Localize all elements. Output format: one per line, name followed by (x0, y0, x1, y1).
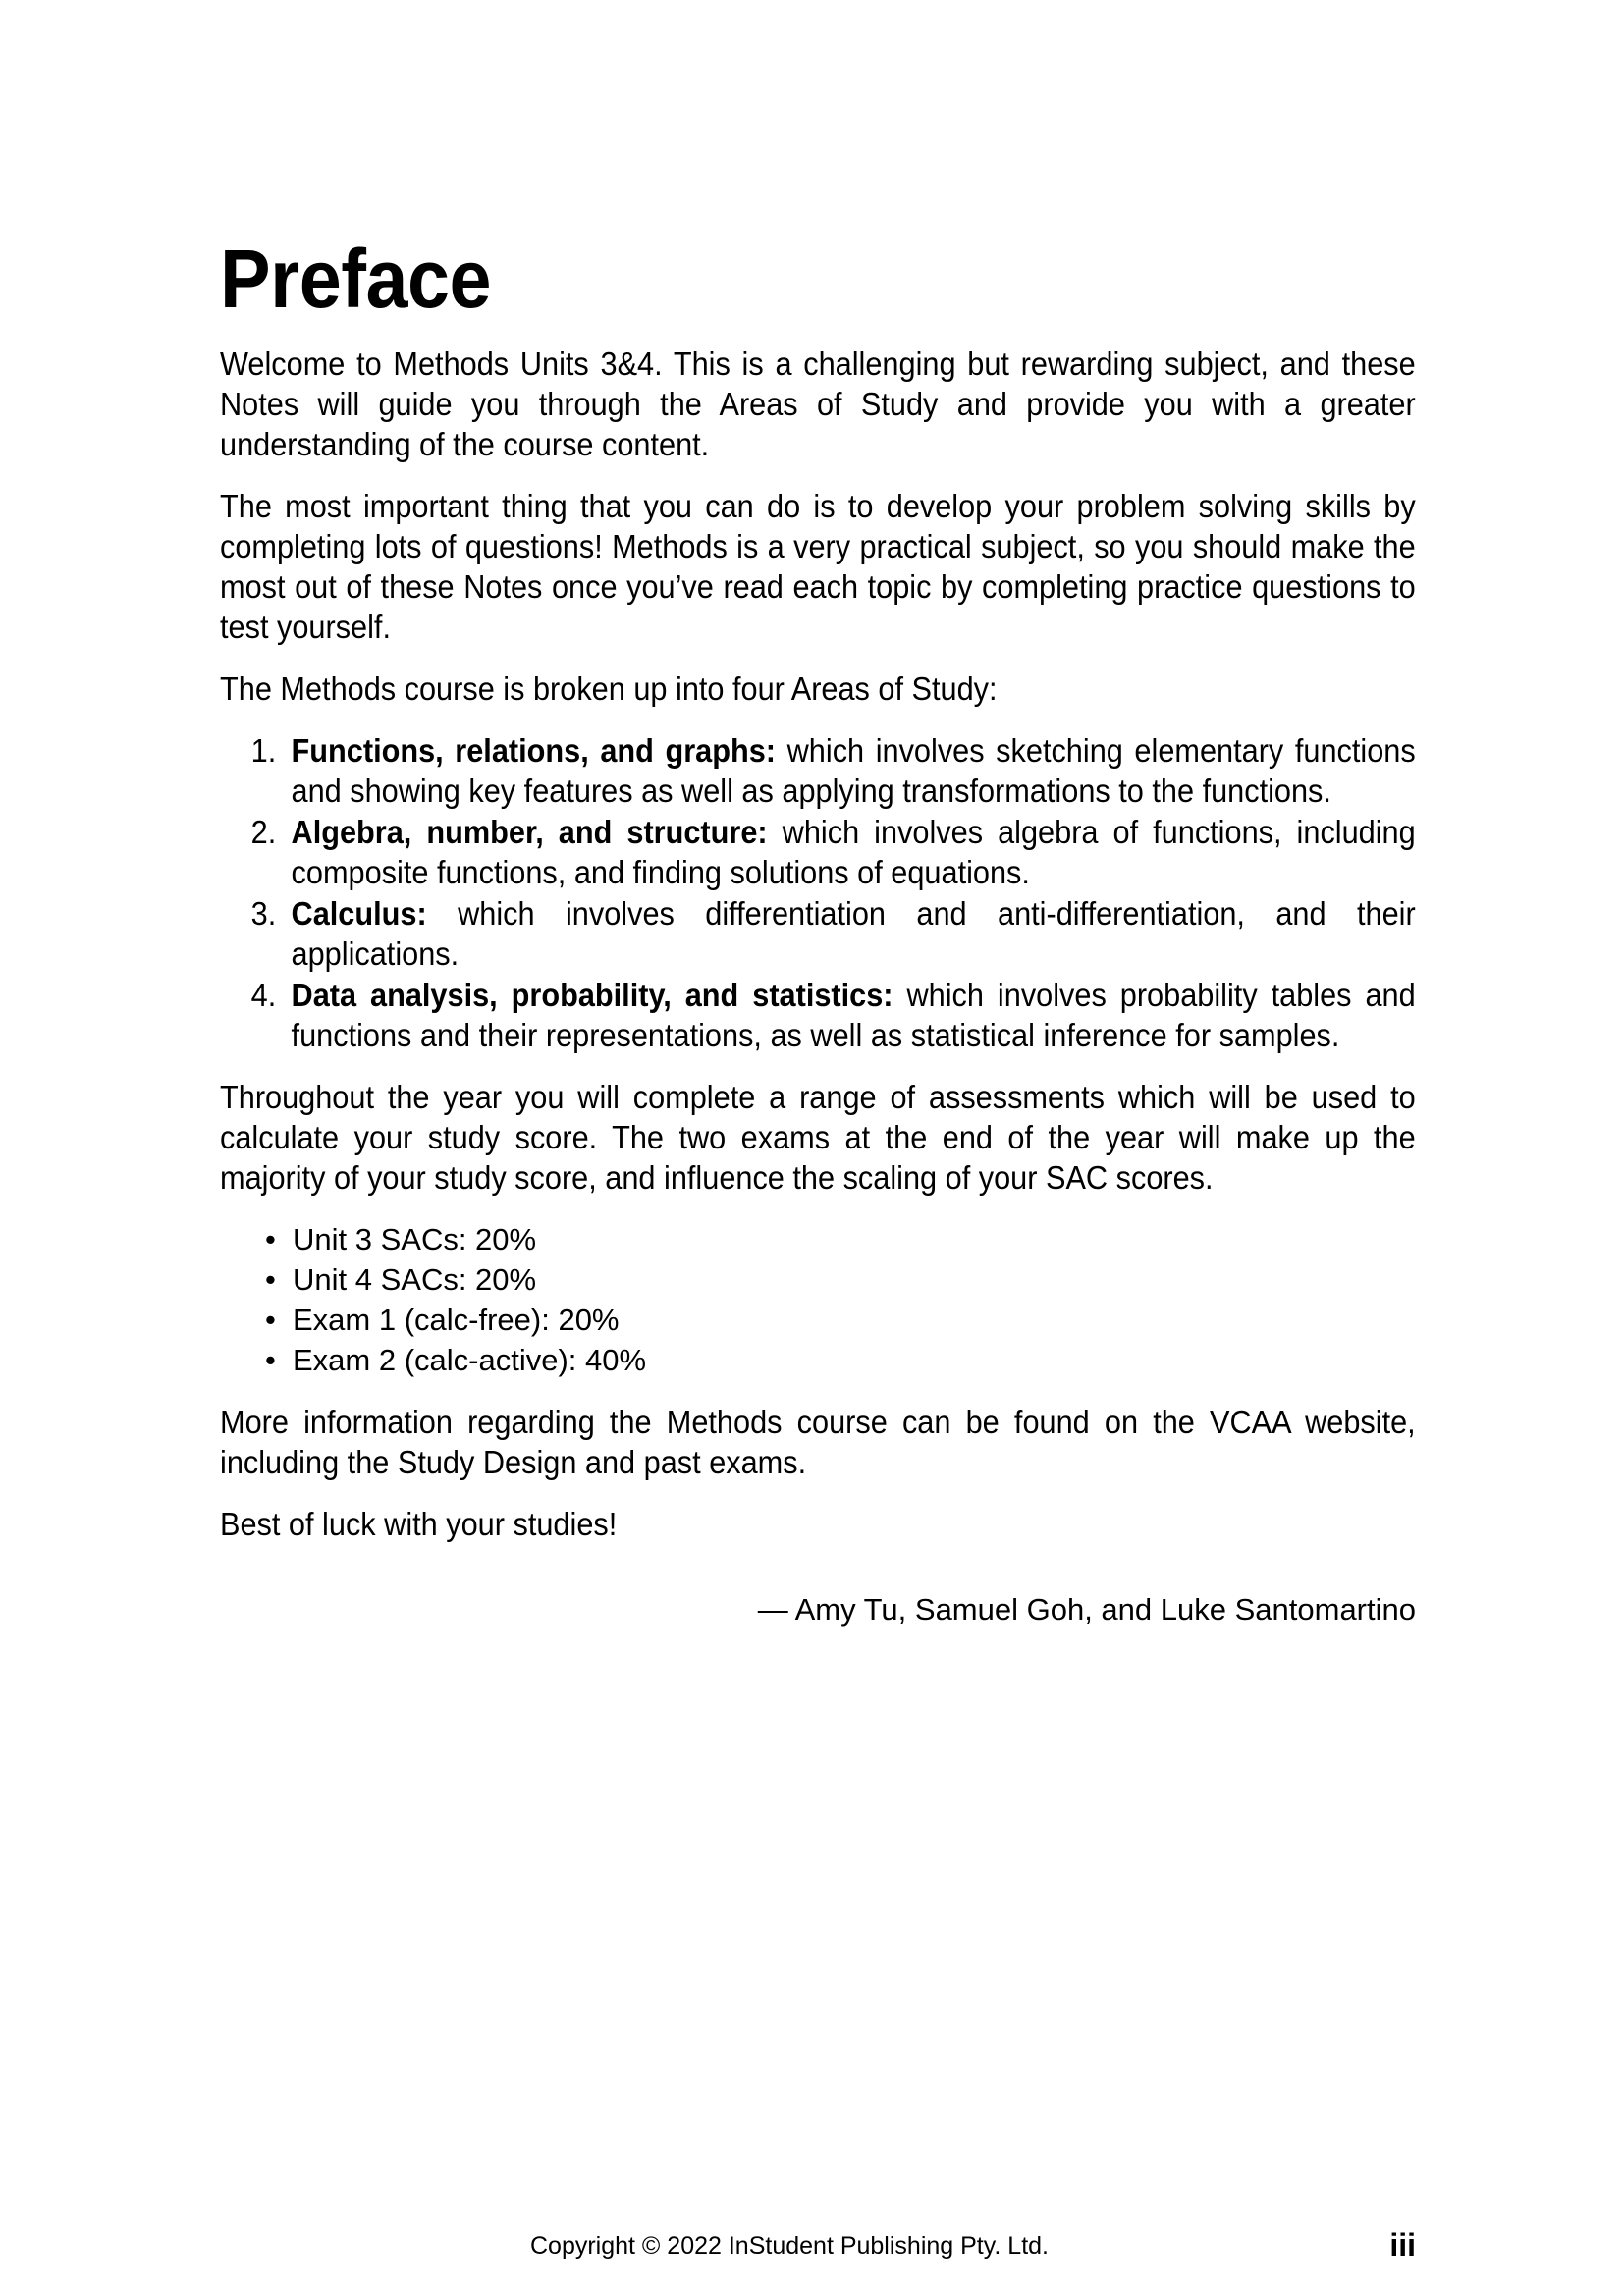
bullet-icon: • (265, 1343, 276, 1377)
intro-paragraph: Welcome to Methods Units 3&4. This is a challenging but rewarding subject, and these Notes will guide you through the Areas of Study and provide you with a greater understanding of the course content. (220, 346, 1416, 462)
page-number: iii (1389, 2227, 1416, 2263)
list-item-text: which involves algebra of functions, including composite functions, and finding solutions of equations. (291, 814, 1416, 890)
list-item (220, 1219, 1416, 1259)
list-item-label: Exam 1 (calc-free): 20% (293, 1303, 620, 1337)
list-item (220, 812, 1416, 892)
page-title: Preface (220, 233, 492, 325)
list-item-lead: Algebra, number, and structure: (291, 814, 768, 850)
list-item (220, 730, 1416, 811)
bullet-icon: • (265, 1262, 276, 1297)
list-item (220, 1300, 1416, 1340)
author-signature: — Amy Tu, Samuel Goh, and Luke Santomartino (757, 1592, 1416, 1627)
list-item (220, 975, 1416, 1055)
list-item-lead: Functions, relations, and graphs: (291, 732, 777, 769)
good-luck-paragraph: Best of luck with your studies! (220, 1506, 618, 1542)
list-item-number: 3. (250, 895, 277, 932)
list-item-label: Unit 3 SACs: 20% (293, 1222, 537, 1256)
page-footer (220, 2227, 1416, 2269)
practice-paragraph: The most important thing that you can do is to develop your problem solving skills by completing lots of questions! Methods is a very practical subject, so you should make the most out of these Notes once you’ve read each topic by completing practice questions to test yourself. (220, 488, 1416, 645)
assessment-weightings-list (220, 1219, 1416, 1380)
list-item-number: 4. (250, 977, 277, 1013)
assessment-paragraph: Throughout the year you will complete a range of assessments which will be used to calculate your study score. The two exams at the end of the year will make up the majority of your study score, and influence the scaling of your SAC scores. (220, 1079, 1416, 1196)
list-item-label: Unit 4 SACs: 20% (293, 1262, 537, 1297)
copyright-notice: Copyright © 2022 InStudent Publishing Pty. Ltd. (529, 2232, 1049, 2260)
list-item-number: 2. (250, 814, 277, 850)
more-information-paragraph: More information regarding the Methods course can be found on the VCAA website, including the Study Design and past exams. (220, 1404, 1416, 1480)
areas-of-study-intro: The Methods course is broken up into four Areas of Study: (220, 670, 998, 707)
list-item-text: which involves probability tables and functions and their representations, as well as statistical inference for samples. (291, 977, 1416, 1053)
list-item (220, 893, 1416, 974)
areas-of-study-list (220, 730, 1416, 1055)
page-content (220, 232, 1416, 1629)
list-item-text: which involves differentiation and anti-differentiation, and their applications. (291, 895, 1416, 972)
list-item-label: Exam 2 (calc-active): 40% (293, 1343, 647, 1377)
list-item-text: which involves sketching elementary functions and showing key features as well as applying transformations to the functions. (291, 732, 1416, 809)
list-item-lead: Data analysis, probability, and statistics: (291, 977, 893, 1013)
list-item-number: 1. (250, 732, 277, 769)
list-item-lead: Calculus: (291, 895, 427, 932)
list-item (220, 1259, 1416, 1300)
bullet-icon: • (265, 1222, 276, 1256)
bullet-icon: • (265, 1303, 276, 1337)
list-item (220, 1340, 1416, 1380)
